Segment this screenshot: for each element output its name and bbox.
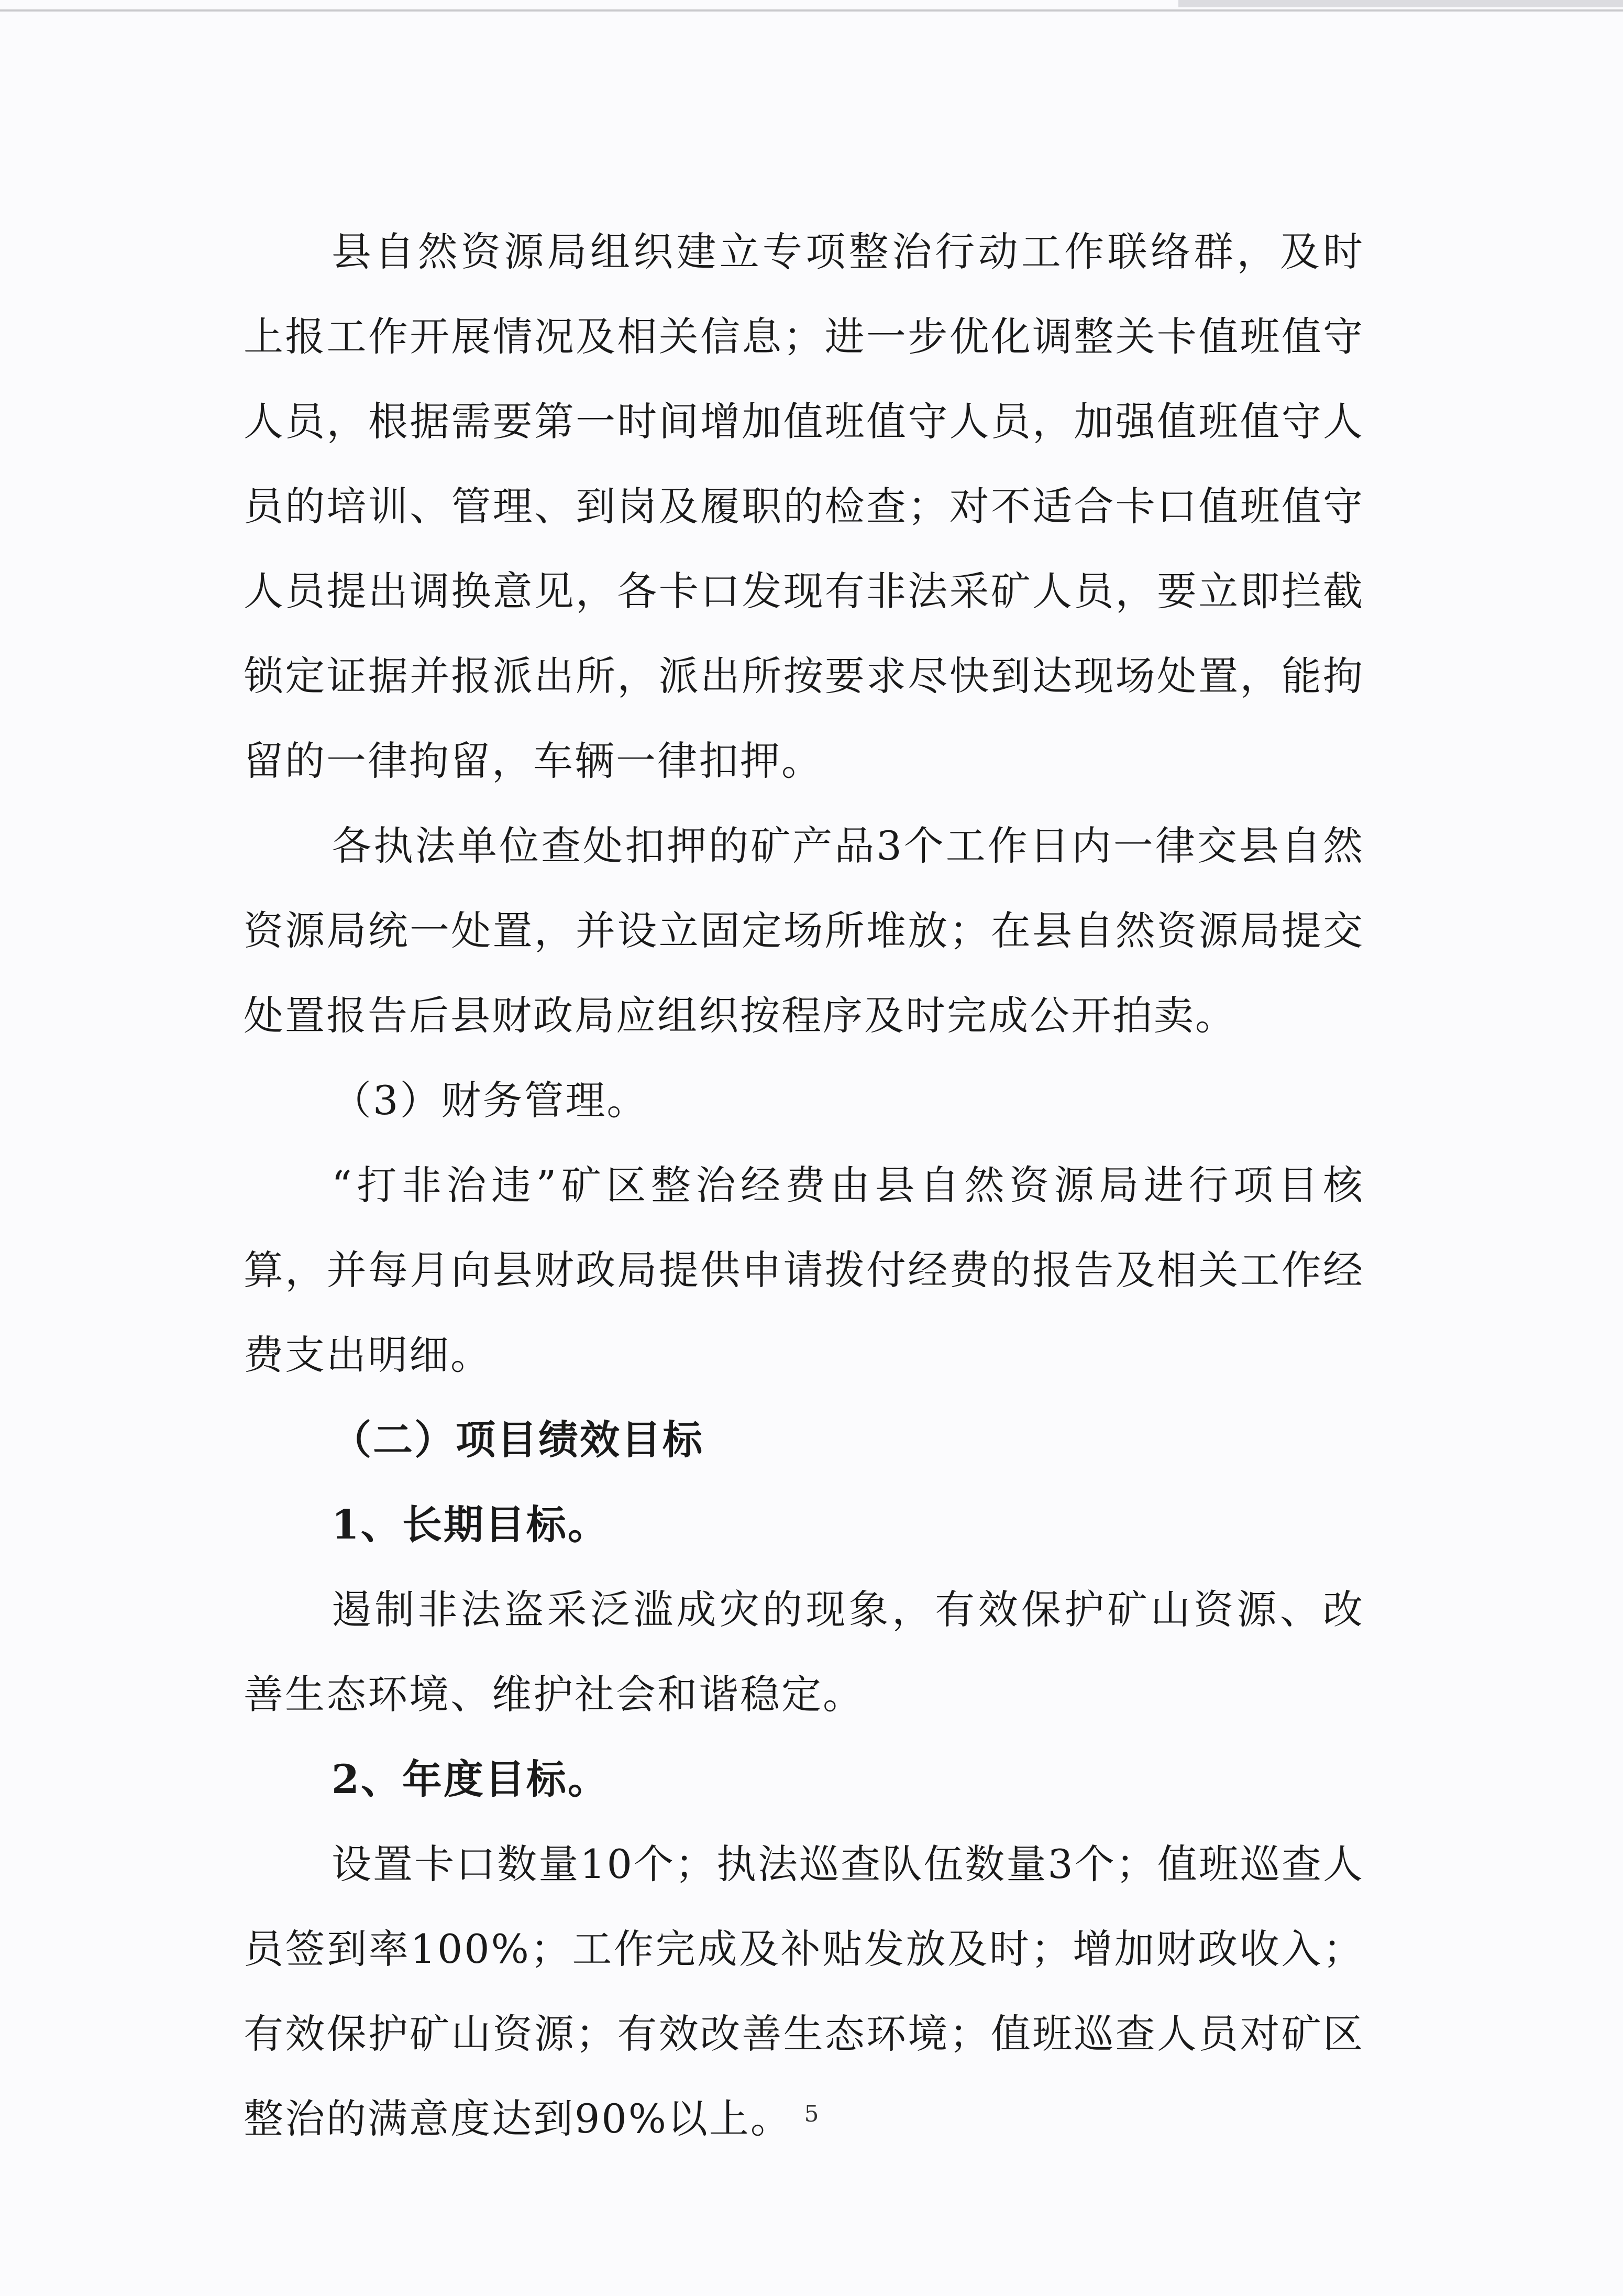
document-body — [244, 210, 1364, 2161]
heading-long-term-goal: 1、长期目标。 — [332, 1501, 609, 1548]
paragraph-financial-management-title: （3）财务管理。 — [332, 1077, 648, 1124]
heading-performance-goals: （二）项目绩效目标 — [332, 1416, 704, 1463]
paragraph-annual-goal: 设置卡口数量10个；执法巡查队伍数量3个；值班巡查人员签到率100%；工作完成及补贴发放及时；增加财政收入；有效保护矿山资源；有效改善生态环境；值班巡查人员对矿区整治的满意度达到90%以上。 — [244, 1841, 1364, 2142]
paragraph-seized-minerals: 各执法单位查处扣押的矿产品3个工作日内一律交县自然资源局统一处置，并设立固定场所堆放；在县自然资源局提交处置报告后县财政局应组织按程序及时完成公开拍卖。 — [244, 822, 1364, 1039]
scan-top-mark — [1178, 0, 1623, 7]
page-number: 5 — [804, 2101, 819, 2127]
paragraph-long-term-goal: 遏制非法盗采泛滥成灾的现象，有效保护矿山资源、改善生态环境、维护社会和谐稳定。 — [244, 1586, 1364, 1718]
paragraph-liaison-group: 县自然资源局组织建立专项整治行动工作联络群，及时上报工作开展情况及相关信息；进一步优化调整关卡值班值守人员，根据需要第一时间增加值班值守人员，加强值班值守人员的培训、管理、到岗及履职的检查；对不适合卡口值班值守人员提出调换意见，各卡口发现有非法采矿人员，要立即拦截锁定证据并报派出所，派出所按要求尽快到达现场处置，能拘留的一律拘留，车辆一律扣押。 — [244, 228, 1364, 784]
scan-top-edge — [0, 9, 1623, 12]
heading-annual-goal: 2、年度目标。 — [332, 1756, 609, 1803]
paragraph-funding: “打非治违”矿区整治经费由县自然资源局进行项目核算，并每月向县财政局提供申请拨付经费的报告及相关工作经费支出明细。 — [244, 1162, 1364, 1378]
